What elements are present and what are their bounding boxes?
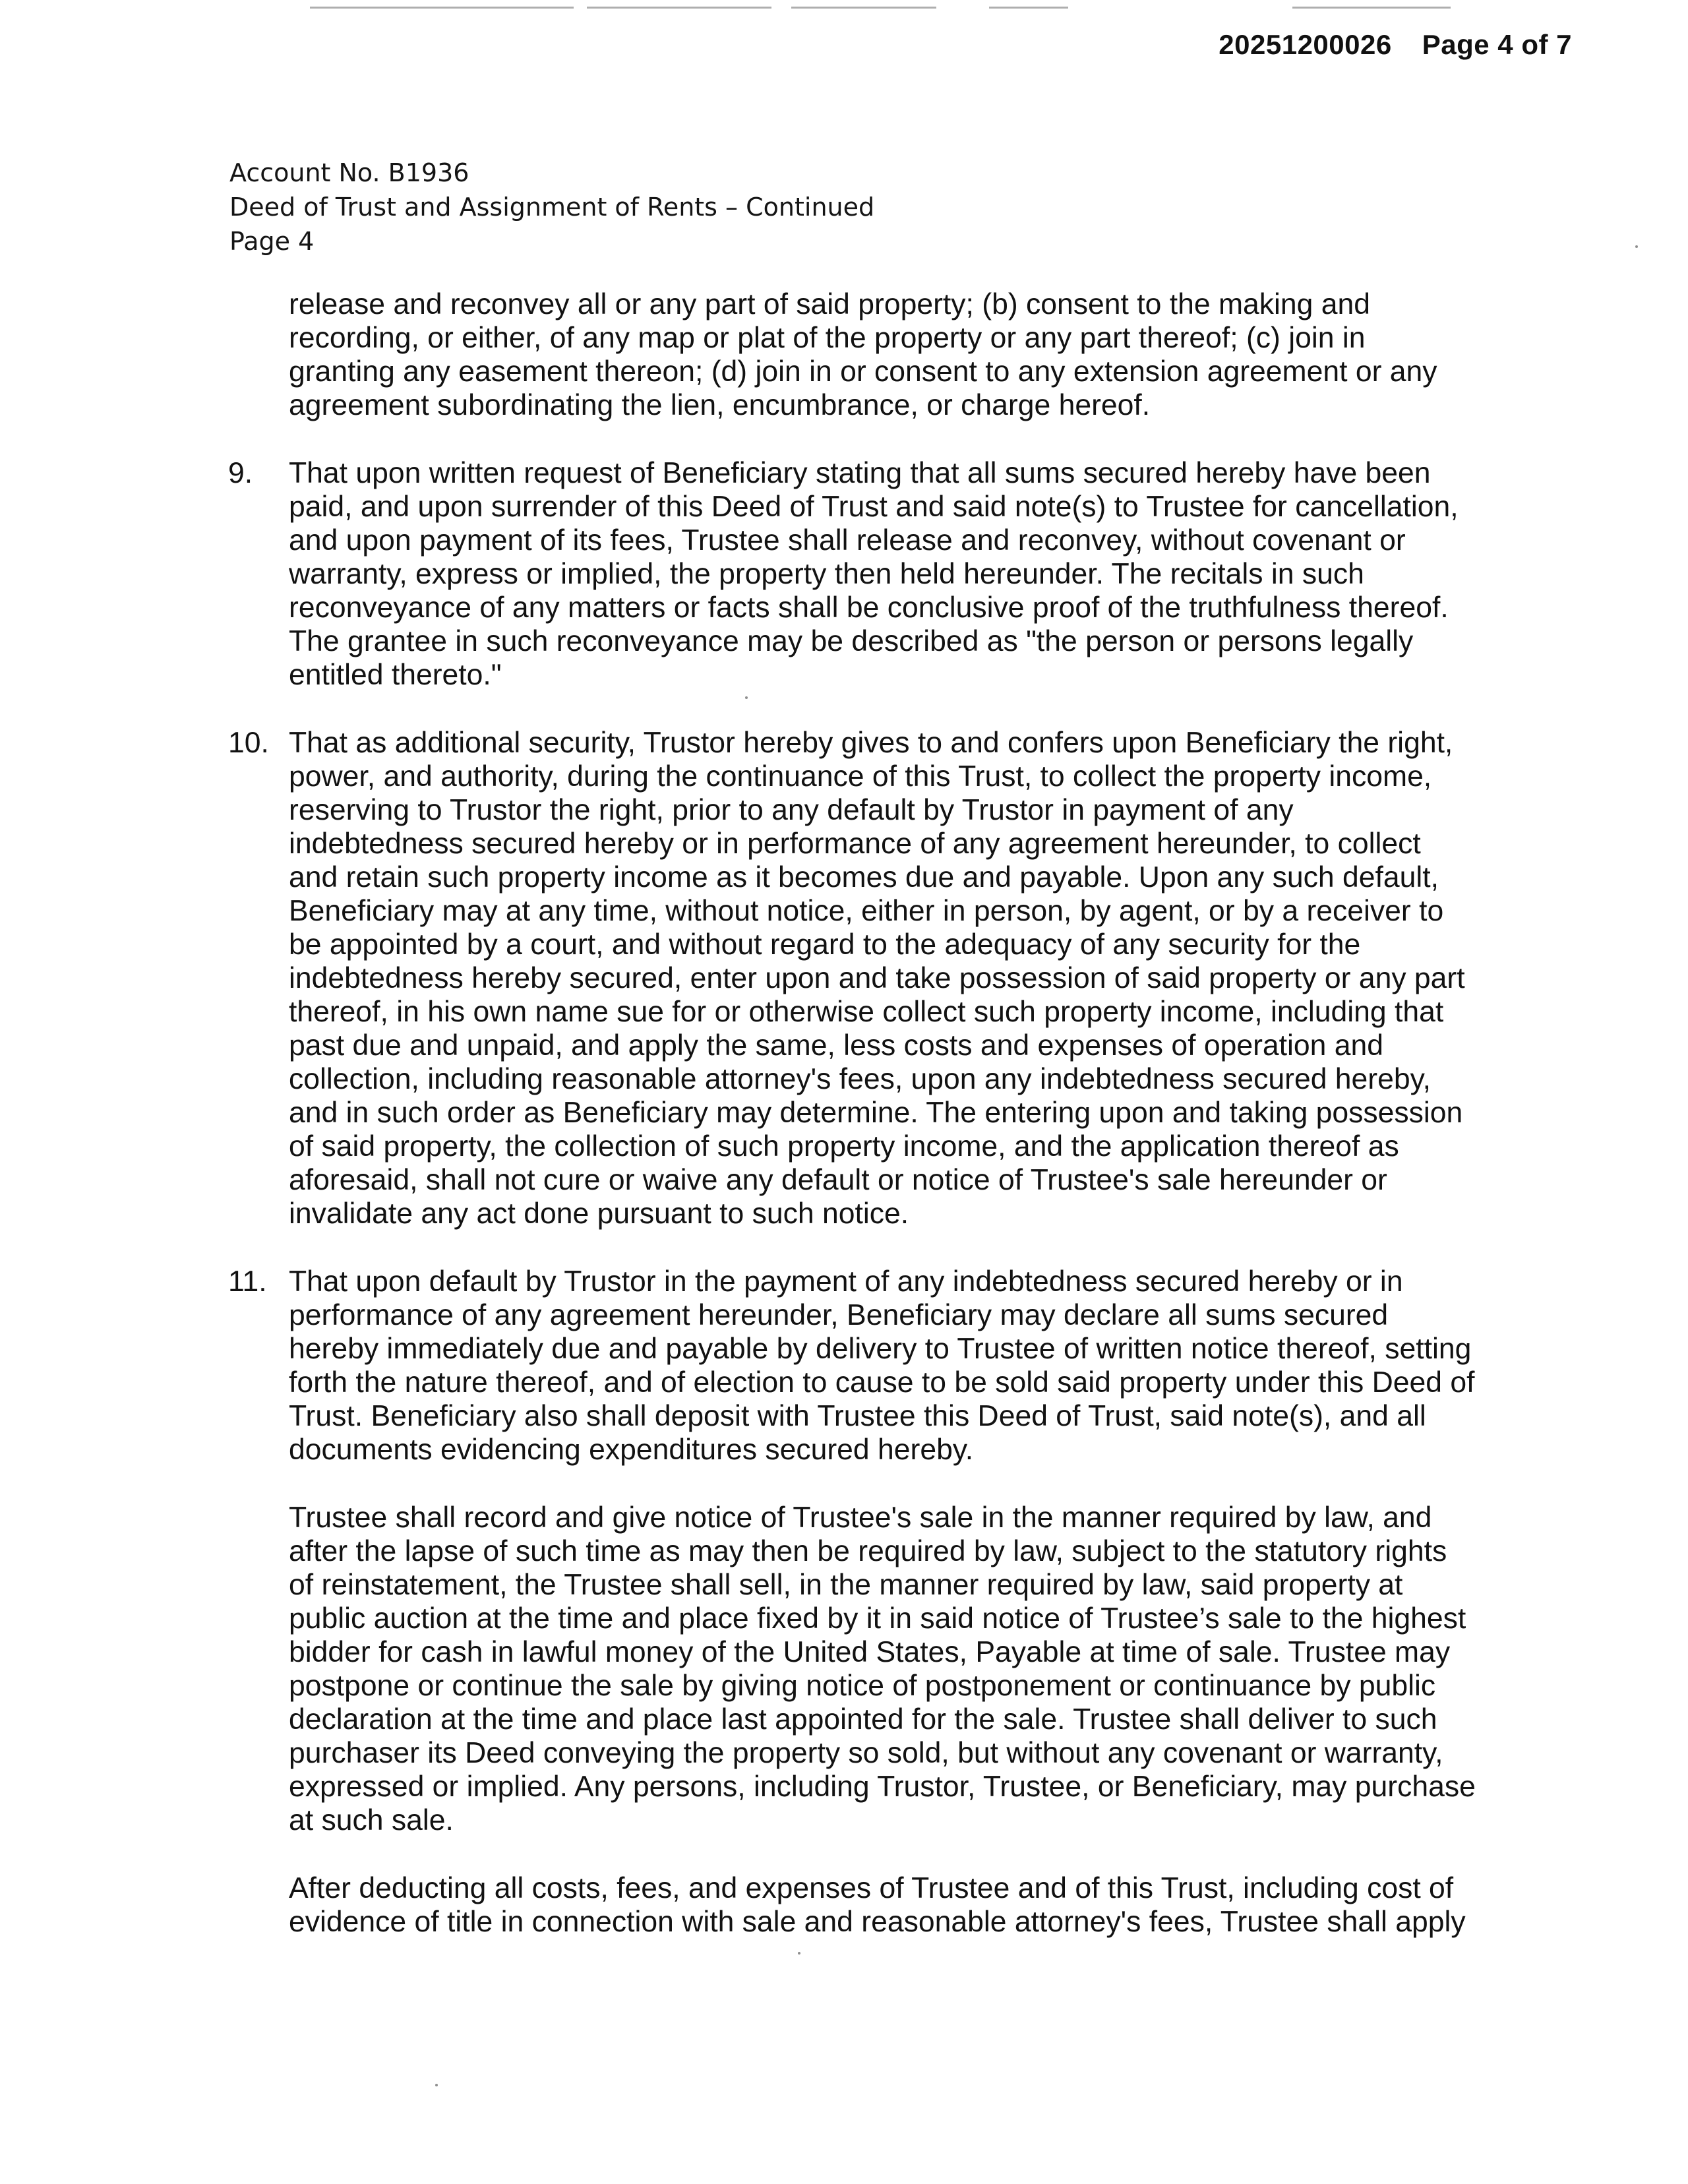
paragraph-9 — [228, 456, 1476, 692]
scan-speck — [1635, 245, 1638, 248]
scan-artifact-line — [310, 7, 574, 9]
paragraph-proceeds — [289, 1871, 1476, 1939]
paragraph-text: release and reconvey all or any part of said property; (b) consent to the making and recording, or either, of any map or plat of the property or any part thereof; (c) join in granting any easement thereon; (d) join in or consent to any extension agreement or any agreement subordinating the lien, encumbrance, or charge hereof. — [289, 288, 1437, 421]
paragraph-continued — [289, 288, 1476, 422]
paragraph-number: 9. — [228, 457, 253, 489]
paragraph-text: That upon written request of Beneficiary stating that all sums secured hereby have been paid, and upon surrender of this Deed of Trust and said note(s) to Trustee for cancellation, and upon payment of its fees, Trustee shall release and reconvey, without covenant or warranty, express or implied, the property then held hereunder. The recitals in such reconveyance of any matters or facts shall be conclusive proof of the truthfulness thereof. The grantee in such reconveyance may be described as "the person or persons legally entitled thereto." — [289, 457, 1459, 691]
document-number: 20251200026 — [1219, 29, 1392, 60]
paragraph-text: That as additional security, Trustor hereby gives to and confers upon Beneficiary the right, power, and authority, during the continuance of this Trust, to collect the property income, reserving to Trustor the right, prior to any default by Trustor in payment of any indebtedness secured hereby or in performance of any agreement hereunder, to collect and retain such property income as it becomes due and payable. Upon any such default, Beneficiary may at any time, without notice, either in person, by agent, or by a receiver to be appointed by a court, and without regard to the adequacy of any security for the indebtedness hereby secured, enter upon and take possession of said property or any part thereof, in his own name sue for or otherwise collect such property income, including that past due and unpaid, and apply the same, less costs and expenses of operation and collection, including reasonable attorney's fees, upon any indebtedness secured hereby, and in such order as Beneficiary may determine. The entering upon and taking possession of said property, the collection of such property income, and the application thereof as aforesaid, shall not cure or waive any default or notice of Trustee's sale hereunder or invalidate any act done pursuant to such notice. — [289, 727, 1465, 1230]
scan-speck — [435, 2084, 438, 2086]
scan-artifact-line — [1292, 7, 1451, 9]
paragraph-text: After deducting all costs, fees, and expenses of Trustee and of this Trust, including cost of evidence of title in connection with sale and reasonable attorney's fees, Trustee shall apply — [289, 1872, 1466, 1938]
scan-artifact-line — [989, 7, 1068, 9]
document-body — [0, 288, 1688, 1973]
page-number: Page 4 — [229, 227, 315, 256]
account-number: Account No. B1936 — [229, 158, 469, 187]
paragraph-number: 11. — [228, 1265, 267, 1298]
scan-artifact-line — [791, 7, 936, 9]
paragraph-number: 10. — [228, 727, 269, 759]
recording-stamp — [1219, 29, 1572, 61]
paragraph-text: That upon default by Trustor in the payment of any indebtedness secured hereby or in performance of any agreement hereunder, Beneficiary may declare all sums secured hereby immediately due and payable by delivery to Trustee of written notice thereof, setting forth the nature thereof, and of election to cause to be sold said property under this Deed of Trust. Beneficiary also shall deposit with Trustee this Deed of Trust, said note(s), and all documents evidencing expenditures secured hereby. — [289, 1265, 1475, 1466]
paragraph-11 — [228, 1265, 1476, 1467]
paragraph-text: Trustee shall record and give notice of Trustee's sale in the manner required by law, and after the lapse of such time as may then be required by law, subject to the statutory rights of reinstatement, the Trustee shall sell, in the manner required by law, said property at public auction at the time and place fixed by it in said notice of Trustee’s sale to the highest bidder for cash in lawful money of the United States, Payable at time of sale. Trustee may postpone or continue the sale by giving notice of postponement or continuance by public declaration at the time and place last appointed for the sale. Trustee shall deliver to such purchaser its Deed conveying the property so sold, but without any covenant or warranty, expressed or implied. Any persons, including Trustor, Trustee, or Beneficiary, may purchase at such sale. — [289, 1502, 1476, 1836]
page-count-label: Page 4 of 7 — [1422, 29, 1572, 60]
document-header — [229, 156, 874, 258]
paragraph-10 — [228, 726, 1476, 1230]
document-title: Deed of Trust and Assignment of Rents – Continued — [229, 193, 875, 222]
paragraph-trustee-sale — [289, 1501, 1476, 1837]
scan-speck — [798, 1952, 800, 1955]
scan-speck — [745, 696, 748, 699]
scan-artifact-line — [587, 7, 771, 9]
